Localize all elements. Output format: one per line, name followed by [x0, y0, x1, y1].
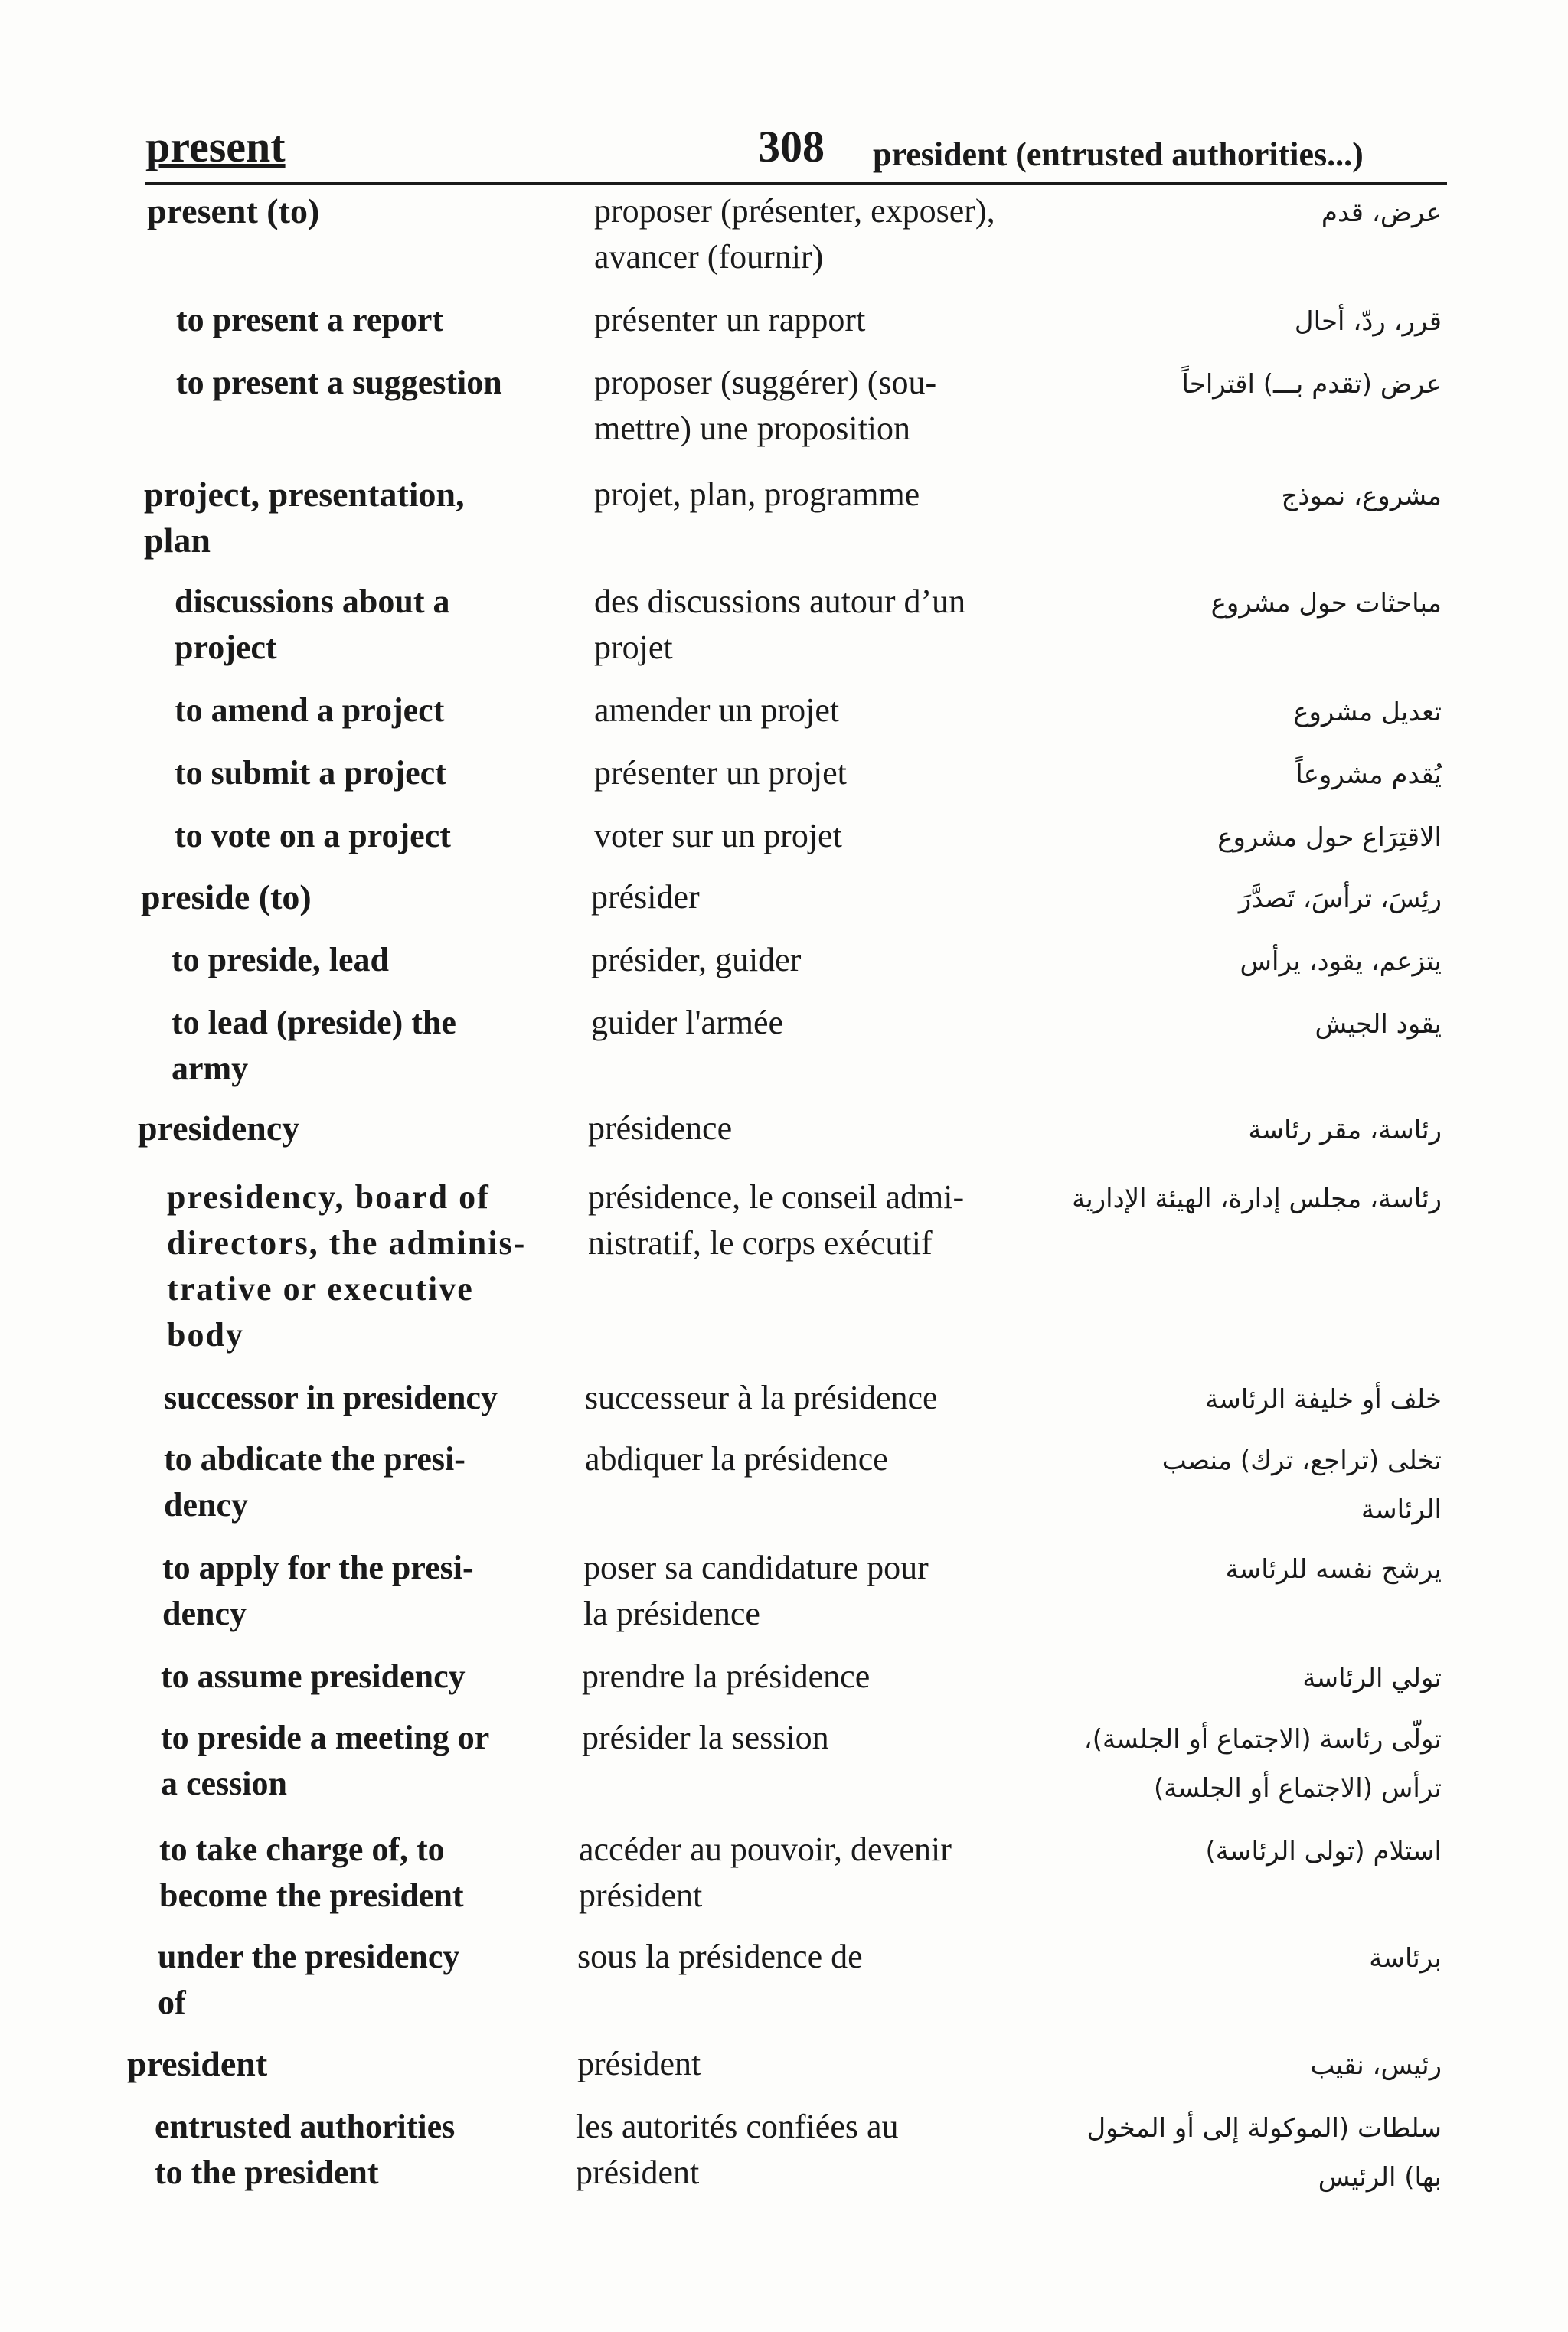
entry-arabic: رئِسَ، ترأسَ، تَصدَّرَ [1238, 883, 1442, 914]
entry-english: to submit a project [175, 754, 446, 792]
entry-arabic: عرض، قدم [1321, 198, 1442, 228]
entry-french: projet, plan, programme [594, 475, 920, 513]
entry-arabic: تولّى رئاسة (الاجتماع أو الجلسة)، ترأس (الاجتماع أو الجلسة) [1083, 1724, 1442, 1804]
entry-arabic: رئيس، نقيب [1310, 2050, 1442, 2081]
entry-french: abdiquer la présidence [585, 1440, 888, 1478]
entry-arabic: يرشح نفسه للرئاسة [1225, 1554, 1442, 1585]
entry-arabic: تخلى (تراجع، ترك) منصب الرئاسة [1161, 1445, 1442, 1525]
entry-arabic: استلام (تولى الرئاسة) [1205, 1836, 1442, 1867]
entry-english: entrusted authorities to the president [155, 2108, 456, 2191]
entry-english: project, presentation, plan [144, 475, 465, 560]
entry-english: president [127, 2044, 268, 2083]
entry-english: to take charge of, to become the president [159, 1831, 464, 1914]
entry-english: preside (to) [141, 877, 312, 916]
entry-french: des discussions autour d’un projet [594, 583, 966, 666]
entry-english: to present a report [176, 301, 444, 338]
entry-french: présider, guider [591, 941, 802, 978]
entry-french: proposer (présenter, exposer), avancer (fournir) [594, 192, 995, 276]
page-number: 308 [758, 122, 825, 171]
entry-english: discussions about a project [175, 583, 450, 666]
entry-arabic: يتزعم، يقود، يرأس [1240, 946, 1442, 977]
entry-english: to preside, lead [172, 941, 389, 978]
entry-english: under the presidency of [158, 1938, 460, 2021]
entry-arabic: قرر، ردّ، أحال [1294, 306, 1442, 337]
header-right-word: president (entrusted authorities...) [873, 136, 1364, 173]
entry-arabic: خلف أو خليفة الرئاسة [1205, 1384, 1442, 1415]
entry-arabic: برئاسة [1369, 1943, 1442, 1974]
entry-french: les autorités confiées au président [576, 2108, 899, 2191]
entry-english: to apply for the presi- dency [162, 1549, 474, 1632]
entry-french: présider [591, 878, 700, 916]
entry-english: successor in presidency [164, 1379, 498, 1416]
entry-arabic: سلطات (الموكولة إلى أو المخول بها) الرئيس [1086, 2113, 1442, 2193]
entry-arabic: رئاسة، مجلس إدارة، الهيئة الإدارية [1072, 1184, 1442, 1214]
entry-french: présenter un projet [594, 754, 847, 792]
header-left-word: present [145, 122, 286, 171]
entry-arabic: عرض (تقدم بـــ) اقتراحاً [1181, 369, 1442, 400]
entry-french: présider la session [582, 1719, 829, 1756]
entry-french: successeur à la présidence [585, 1379, 938, 1416]
entry-english: presidency [138, 1109, 300, 1148]
entry-english: present (to) [147, 191, 320, 230]
entry-arabic: تولي الرئاسة [1302, 1663, 1442, 1693]
entry-french: présidence [588, 1109, 733, 1147]
entry-english: to present a suggestion [176, 364, 502, 401]
entry-arabic: الاقتِرَاع حول مشروع [1217, 822, 1442, 853]
entry-english: to abdicate the presi- dency [164, 1440, 466, 1524]
entry-arabic: يقود الجيش [1315, 1009, 1442, 1040]
entry-french: voter sur un projet [594, 817, 842, 854]
entry-french: amender un projet [594, 691, 840, 729]
entry-french: prendre la présidence [582, 1658, 871, 1695]
entry-arabic: رئاسة، مقر رئاسة [1248, 1115, 1442, 1145]
entry-french: présidence, le conseil admi- nistratif, le corps exécutif [588, 1178, 965, 1262]
entry-english: to vote on a project [175, 817, 451, 854]
entry-french: sous la présidence de [577, 1938, 863, 1975]
entry-arabic: مشروع، نموذج [1281, 481, 1442, 511]
entry-english: to lead (preside) the army [172, 1004, 456, 1087]
entry-arabic: يُقدم مشروعاً [1295, 759, 1442, 790]
entry-arabic: تعديل مشروع [1293, 697, 1442, 727]
entry-french: guider l'armée [591, 1004, 784, 1041]
entry-french: président [577, 2045, 701, 2082]
entry-english: to preside a meeting or a cession [161, 1719, 490, 1802]
entry-french: poser sa candidature pour la présidence [583, 1549, 929, 1632]
entry-arabic: مباحثات حول مشروع [1210, 588, 1442, 619]
entry-french: accéder au pouvoir, devenir président [579, 1831, 952, 1914]
entry-english: to amend a project [175, 691, 445, 729]
entry-french: présenter un rapport [594, 301, 866, 338]
entry-english: presidency, board of directors, the adminis- trative or executive body [167, 1178, 527, 1354]
entry-french: proposer (suggérer) (sou- mettre) une proposition [594, 364, 937, 447]
entry-english: to assume presidency [161, 1658, 466, 1695]
